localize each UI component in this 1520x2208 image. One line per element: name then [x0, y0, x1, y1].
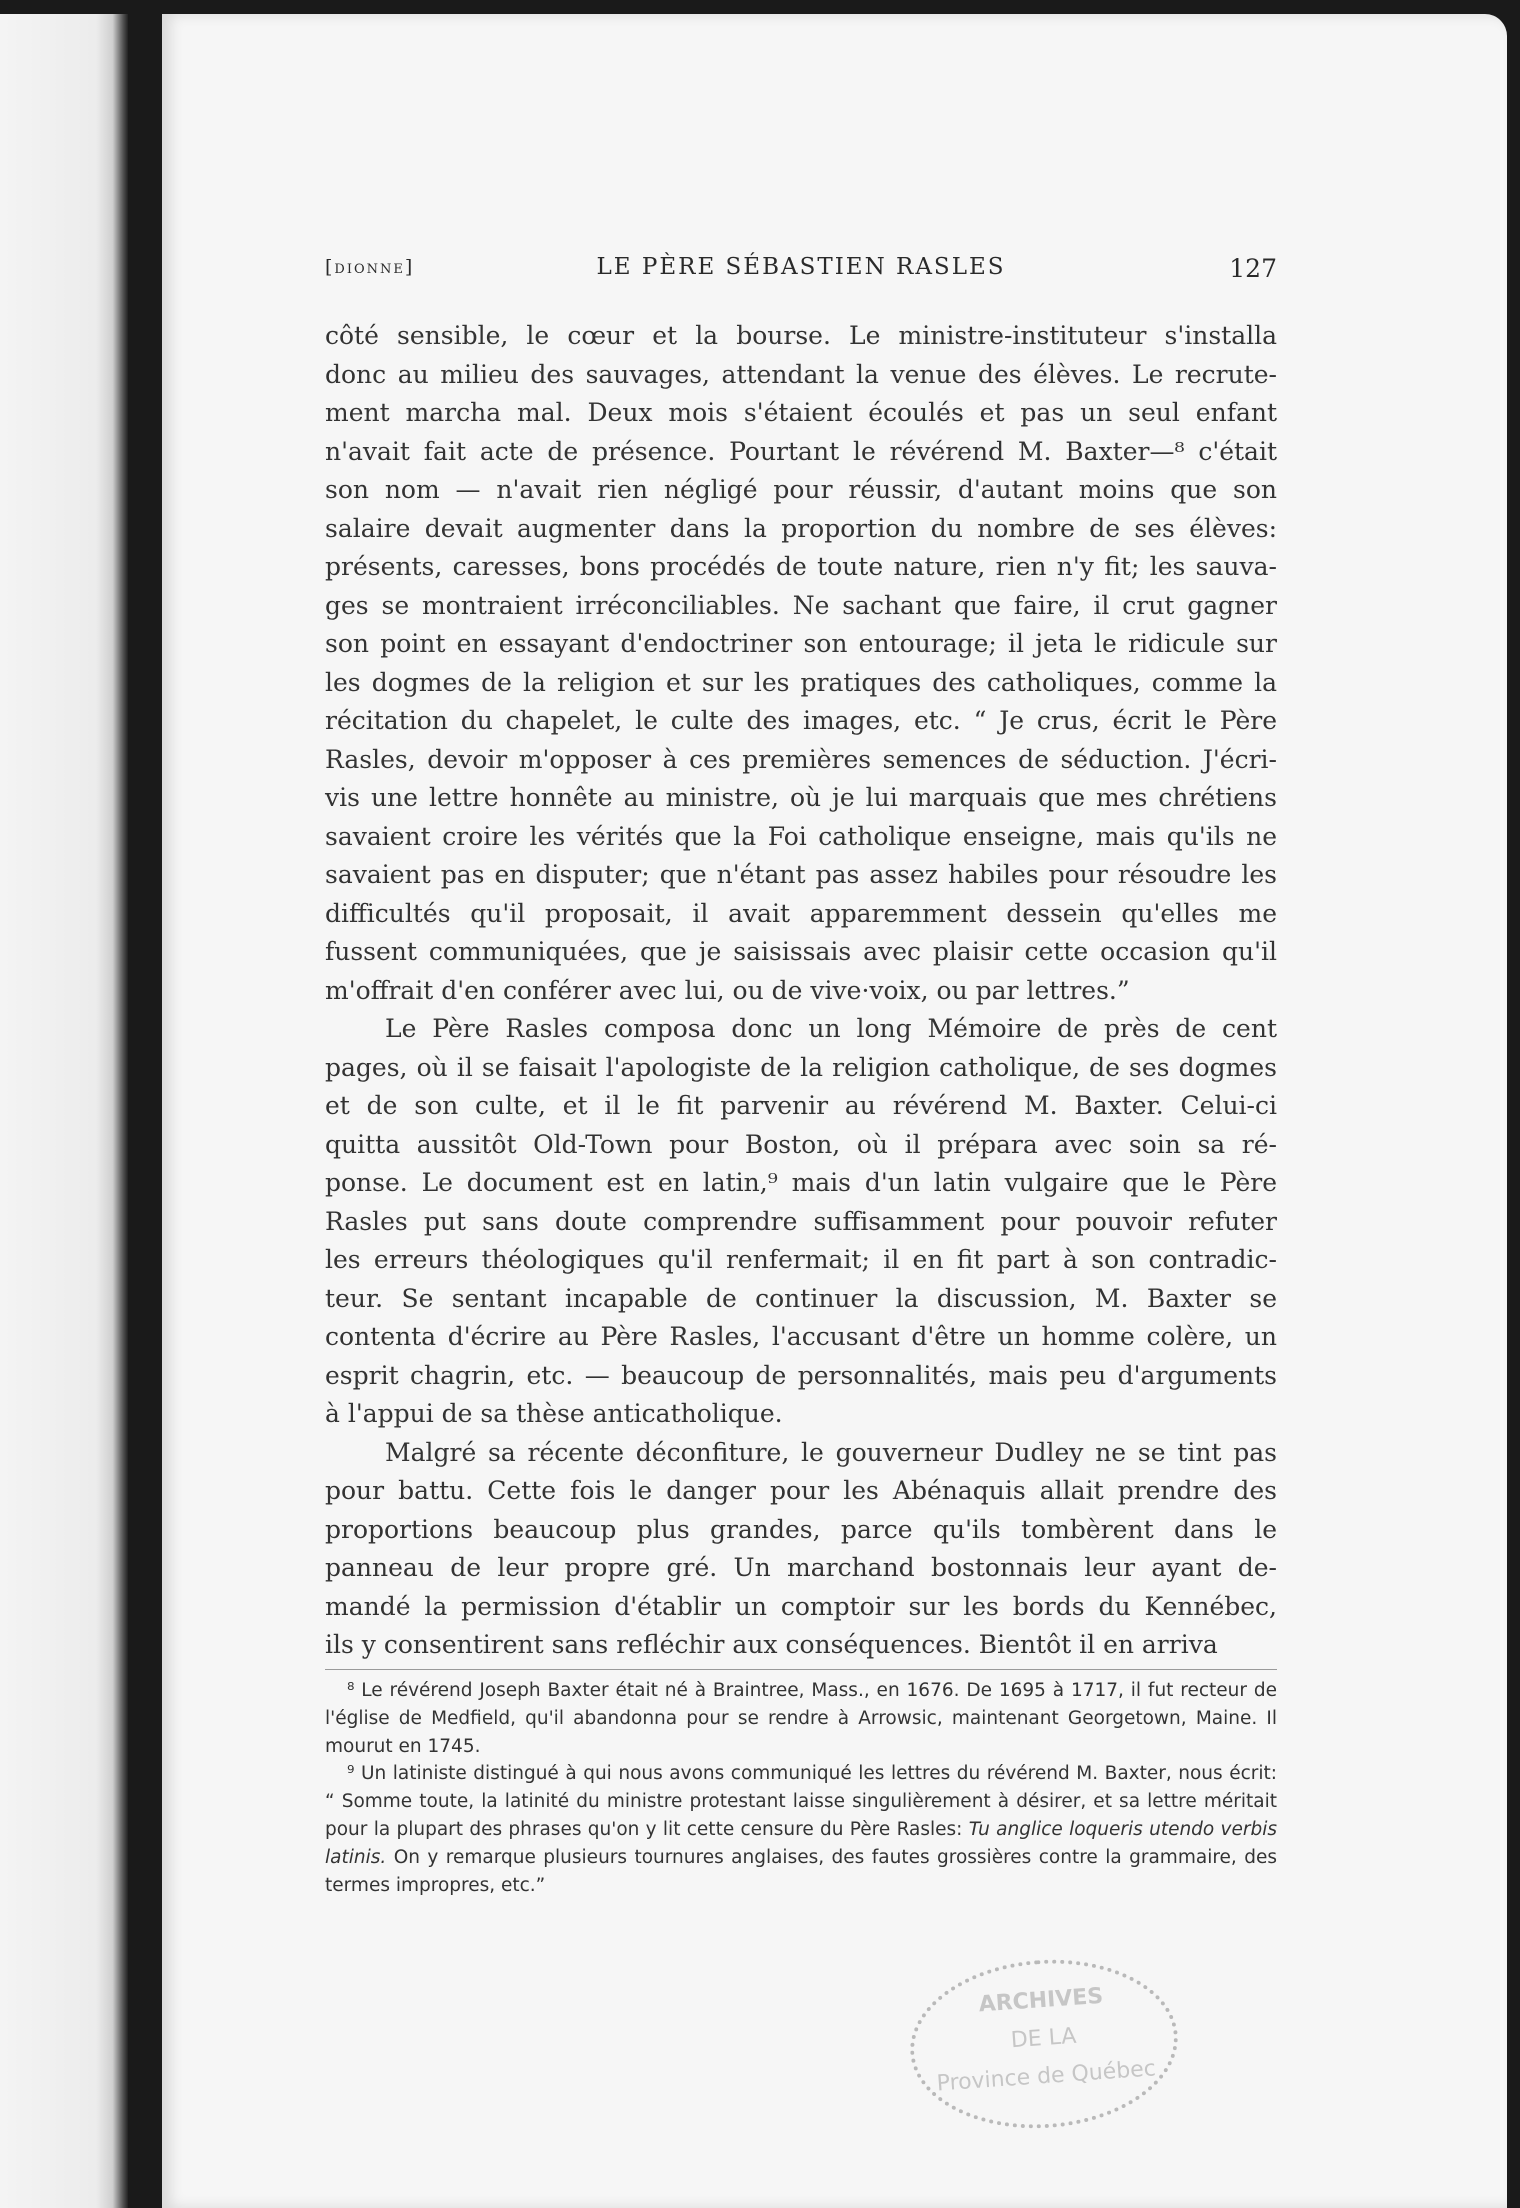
paragraph-3 — [325, 1434, 1277, 1665]
header-title: LE PÈRE SÉBASTIEN RASLES — [596, 254, 1006, 280]
text-line: m'offrait d'en conférer avec lui, ou de vive·voix, ou par lettres.” — [325, 975, 1130, 1005]
footnote-marker: ⁸ — [347, 1680, 355, 1701]
text-line: Rasles, devoir m'opposer à ces premières semences de séduction. J'écri- — [325, 744, 1277, 774]
text-line: panneau de leur propre gré. Un marchand bostonnais leur ayant de- — [325, 1553, 1277, 1582]
text-line: savaient croire les vérités que la Foi catholique enseigne, mais qu'ils ne — [325, 821, 1277, 851]
text-line: pages, où il se faisait l'apologiste de la religion catholique, de ses dogmes — [325, 1052, 1277, 1082]
footnote-9 — [325, 1760, 1277, 1899]
text-line: contenta d'écrire au Père Rasles, l'accusant d'être un homme colère, un — [325, 1322, 1277, 1351]
text-line: donc au milieu des sauvages, attendant la venue des élèves. Le recrute- — [325, 359, 1277, 389]
text-line: n'avait fait acte de présence. Pourtant le révérend M. Baxter—⁸ c'était — [325, 436, 1277, 466]
text-line: proportions beaucoup plus grandes, parce qu'ils tombèrent dans le — [325, 1514, 1277, 1544]
footnote-text: Un latiniste distingué à qui nous avons communiqué les lettres du révérend M. Baxter, nous écrit: “ Somme toute, la latinité du ministre protestant laisse singulièrement à désirer, et sa lettre méritait pour la plupart des phrases qu'on y lit cette censure du Père Rasles: — [325, 1763, 1277, 1840]
footnote-text: Le révérend Joseph Baxter était né à Braintree, Mass., en 1676. De 1695 à 1717, il fut recteur de l'église de Medfield, qu'il abandonna pour se rendre à Arrowsic, maintenant Georgetown, Maine. Il mourut en 1745. — [325, 1680, 1277, 1757]
body-text — [325, 317, 1277, 1665]
text-line: savaient pas en disputer; que n'étant pas assez habiles pour résoudre les — [325, 860, 1277, 889]
text-line: côté sensible, le cœur et la bourse. Le ministre-instituteur s'installa — [325, 321, 1277, 350]
text-line: les dogmes de la religion et sur les pratiques des catholiques, comme la — [325, 667, 1277, 697]
text-line: Malgré sa récente déconfiture, le gouverneur Dudley ne se tint pas — [385, 1437, 1277, 1467]
footnote-8 — [325, 1677, 1277, 1760]
footnote-divider — [325, 1669, 1277, 1670]
running-header — [325, 256, 1277, 290]
text-line: ponse. Le document est en latin,⁹ mais d'un latin vulgaire que le Père — [325, 1168, 1277, 1197]
text-line: ment marcha mal. Deux mois s'étaient écoulés et pas un seul enfant — [325, 398, 1277, 427]
page-number: 127 — [1229, 254, 1277, 283]
text-line: récitation du chapelet, le culte des images, etc. “ Je crus, écrit le Père — [325, 706, 1277, 735]
text-line: quitta aussitôt Old-Town pour Boston, où il prépara avec soin sa ré- — [325, 1129, 1277, 1159]
text-line: Le Père Rasles composa donc un long Mémoire de près de cent — [385, 1014, 1277, 1043]
paragraph-1 — [325, 317, 1277, 1010]
text-line: vis une lettre honnête au ministre, où je lui marquais que mes chrétiens — [325, 783, 1277, 812]
text-line: et de son culte, et il le fit parvenir au révérend M. Baxter. Celui-ci — [325, 1091, 1277, 1120]
footnotes — [325, 1677, 1277, 1899]
paragraph-2 — [325, 1010, 1277, 1434]
text-line: son point en essayant d'endoctriner son entourage; il jeta le ridicule sur — [325, 629, 1277, 658]
footnote-marker: ⁹ — [347, 1763, 355, 1785]
stamp-line: DE LA — [1009, 2023, 1078, 2054]
footnote-text-end: On y remarque plusieurs tournures anglaises, des fautes grossières contre la grammaire, des termes impropres, etc.” — [325, 1846, 1277, 1896]
text-line: présents, caresses, bons procédés de toute nature, rien n'y fit; les sauva- — [325, 552, 1277, 581]
stamp-line: ARCHIVES — [977, 1983, 1104, 2018]
text-line: à l'appui de sa thèse anticatholique. — [325, 1399, 783, 1428]
text-line: fussent communiquées, que je saisissais avec plaisir cette occasion qu'il — [325, 937, 1277, 966]
text-line: esprit chagrin, etc. — beaucoup de personnalités, mais peu d'arguments — [325, 1360, 1277, 1390]
stamp-line: Province de Québec — [935, 2056, 1157, 2097]
text-line: son nom — n'avait rien négligé pour réussir, d'autant moins que son — [325, 475, 1277, 504]
text-line: ges se montraient irréconciliables. Ne sachant que faire, il crut gagner — [325, 590, 1277, 620]
text-line: mandé la permission d'établir un comptoir sur les bords du Kennébec, — [325, 1591, 1277, 1621]
text-line: pour battu. Cette fois le danger pour les Abénaquis allait prendre des — [325, 1476, 1277, 1505]
text-line: teur. Se sentant incapable de continuer la discussion, M. Baxter se — [325, 1283, 1277, 1313]
footnote-latin-quote: Tu anglice loqueris utendo verbis latinis. — [325, 1818, 1278, 1868]
text-line: ils y consentirent sans refléchir aux conséquences. Bientôt il en arriva — [325, 1630, 1218, 1659]
text-line: salaire devait augmenter dans la proportion du nombre de ses élèves: — [325, 513, 1277, 543]
text-line: difficultés qu'il proposait, il avait apparemment dessein qu'elles me — [325, 898, 1277, 928]
text-line: les erreurs théologiques qu'il renfermait; il en fit part à son contradic- — [325, 1245, 1277, 1274]
text-line: Rasles put sans doute comprendre suffisamment pour pouvoir refuter — [325, 1206, 1277, 1236]
header-author: [dionne] — [325, 256, 415, 278]
facing-page-edge — [0, 14, 128, 2208]
